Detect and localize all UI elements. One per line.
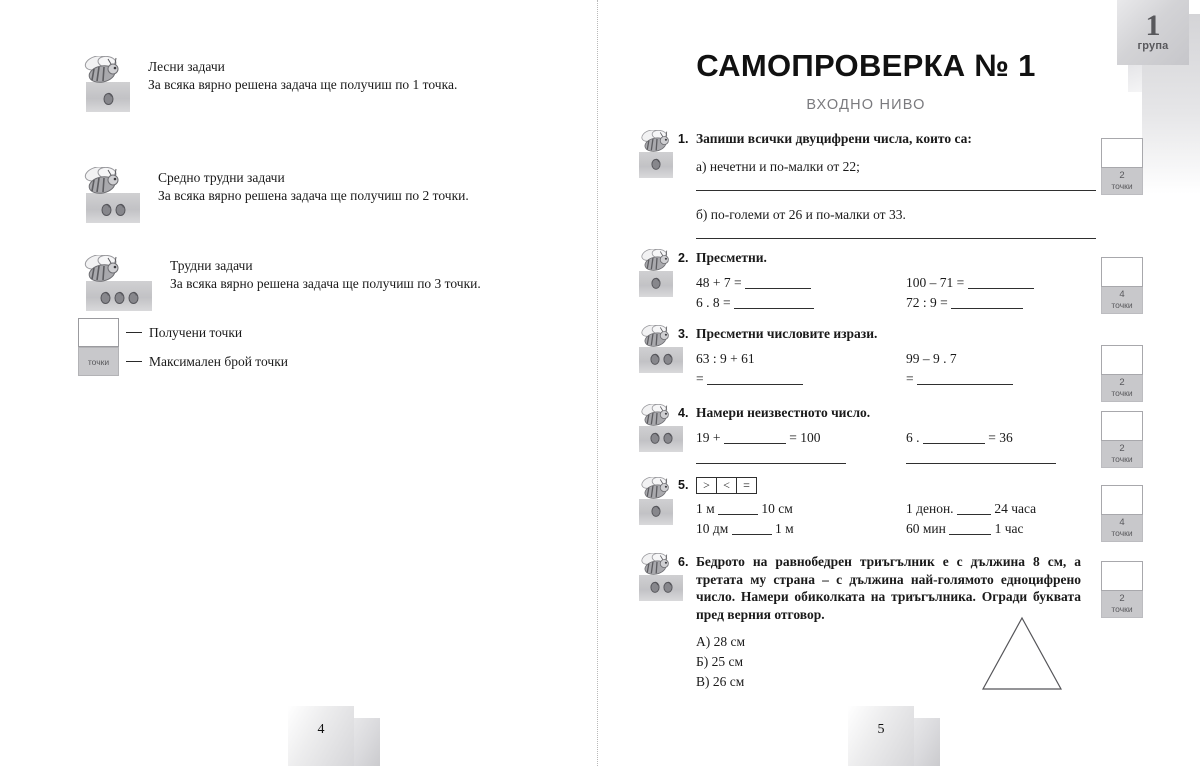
task-body	[678, 249, 1155, 313]
sign-greater-than[interactable]: >	[696, 477, 717, 494]
task-4-columns	[696, 428, 1155, 464]
equation-prefix: 19 +	[696, 430, 721, 445]
dot-icon	[651, 156, 661, 170]
legend-title: Средно трудни задачи	[158, 170, 285, 185]
option-b[interactable]: Б) 25 см	[696, 654, 744, 669]
difficulty-dots	[639, 573, 683, 599]
max-points	[1101, 375, 1143, 402]
answer-blank[interactable]	[745, 288, 811, 289]
task-body	[678, 404, 1155, 464]
dot-icon	[103, 90, 114, 105]
difficulty-dots	[86, 84, 130, 110]
equation-row	[906, 428, 1116, 448]
score-box-2	[1101, 257, 1143, 314]
compare-row	[906, 519, 1116, 539]
max-points-value: 2	[1119, 443, 1125, 454]
task-5	[635, 477, 1155, 539]
task-4	[635, 404, 1155, 464]
compare-left: 1 денон.	[906, 501, 954, 516]
max-points-word: точки	[1111, 454, 1133, 464]
legend-title: Трудни задачи	[170, 258, 253, 273]
task-3-left-column	[696, 349, 906, 389]
task-number: 5.	[678, 478, 689, 492]
difficulty-dots	[639, 497, 673, 523]
task-title: Запиши всички двуцифрени числа, които са:	[696, 131, 972, 146]
difficulty-dots	[639, 150, 673, 176]
compare-right: 24 часа	[994, 501, 1037, 516]
task-heading	[678, 325, 1155, 343]
legend-item-medium	[78, 167, 469, 223]
max-points	[1101, 287, 1143, 314]
bee-two-dots-icon	[635, 325, 683, 373]
sign-chooser	[696, 477, 757, 494]
dot-icon	[114, 289, 125, 304]
equation-row	[696, 428, 906, 448]
legend-desc: За всяка вярно решена задача ще получиш по 1 точка.	[148, 77, 458, 92]
earned-points-box[interactable]	[78, 318, 119, 347]
compare-row	[906, 499, 1116, 519]
max-points-value: 2	[1119, 170, 1125, 181]
score-box-6	[1101, 561, 1143, 618]
dot-icon	[651, 503, 661, 517]
expr-row	[906, 293, 1116, 313]
earned-points-input[interactable]	[1101, 411, 1143, 441]
compare-left: 60 мин	[906, 521, 946, 536]
difficulty-dots	[639, 424, 683, 450]
compare-right: 1 м	[775, 521, 794, 536]
dot-icon	[663, 579, 673, 593]
task-title: Намери неизвестното число.	[696, 405, 871, 420]
legend-score-boxes	[78, 318, 288, 376]
group-word: група	[1137, 40, 1169, 52]
bee-one-dot-icon	[78, 56, 130, 112]
page-number-plate	[848, 706, 914, 766]
work-line[interactable]	[906, 463, 1056, 464]
compare-row	[696, 519, 906, 539]
bee-two-dots-icon	[635, 404, 683, 452]
score-box-3	[1101, 345, 1143, 402]
earned-points-input[interactable]	[1101, 345, 1143, 375]
triangle-figure	[980, 615, 1064, 698]
page-number-right	[848, 706, 914, 766]
legend-title: Лесни задачи	[148, 59, 225, 74]
task-prose: Бедрото на равнобедрен триъгълник е с дължина 8 см, а третата му страна – с дължина най-голямото едноцифрено число. Намери обиколката на триъгълника. Огради буквата пред верния отговор.	[696, 554, 1081, 622]
score-box-5	[1101, 485, 1143, 542]
compare-row	[696, 499, 906, 519]
max-points-value: 4	[1119, 289, 1125, 300]
expr-row	[696, 273, 906, 293]
max-points-word: точки	[1111, 388, 1133, 398]
legend-box-label: Максимален брой точки	[149, 353, 288, 369]
task-heading	[678, 477, 1155, 494]
answer-blank[interactable]	[951, 308, 1023, 309]
dot-icon	[101, 201, 112, 216]
page-subtitle: ВХОДНО НИВО	[806, 97, 926, 113]
page-number-tail	[914, 718, 940, 766]
task-title: Пресметни.	[696, 250, 767, 265]
option-a[interactable]: А) 28 см	[696, 634, 746, 649]
legend-text	[148, 56, 457, 94]
dot-icon	[100, 289, 111, 304]
leader-dash	[126, 361, 142, 362]
dot-icon	[650, 351, 660, 365]
equals-sign: =	[906, 371, 914, 386]
earned-points-input[interactable]	[1101, 485, 1143, 515]
answer-line-b[interactable]	[696, 238, 1096, 239]
max-points-word: точки	[1111, 604, 1133, 614]
equals-sign: =	[696, 371, 704, 386]
legend-desc: За всяка вярно решена задача ще получиш по 2 точки.	[158, 188, 469, 203]
task-number: 2.	[678, 251, 689, 265]
sign-less-than[interactable]: <	[716, 477, 737, 494]
task-2-columns	[696, 273, 1155, 313]
bee-one-dot-icon	[635, 477, 675, 525]
task-6	[635, 553, 1155, 692]
task-title: Пресметни числовите изрази.	[696, 326, 878, 341]
option-c[interactable]: В) 26 см	[696, 674, 745, 689]
task-number: 1.	[678, 132, 689, 146]
equation-prefix: 6 .	[906, 430, 920, 445]
expr-text: 99 – 9 . 7	[906, 351, 957, 366]
legend-box-row-earned	[78, 318, 288, 347]
task-heading	[678, 404, 1155, 422]
page-number-text: 4	[317, 722, 325, 737]
task-1-sub-b: б) по-големи от 26 и по-малки от 33.	[696, 207, 906, 222]
bee-two-dots-icon	[635, 553, 683, 601]
task-number: 4.	[678, 406, 689, 420]
max-points-word: точки	[1111, 528, 1133, 538]
dot-icon	[663, 430, 673, 444]
answer-line-a[interactable]	[696, 190, 1096, 191]
max-points-value: 2	[1119, 377, 1125, 388]
task-4-left-column	[696, 428, 906, 464]
bee-two-dots-icon	[78, 167, 140, 223]
task-heading	[678, 249, 1155, 267]
task-heading	[678, 553, 1155, 623]
group-number: 1	[1145, 9, 1161, 42]
max-points-word: точки	[1111, 181, 1133, 191]
task-body	[678, 477, 1155, 539]
task-2	[635, 249, 1155, 313]
leader-dash	[126, 332, 142, 333]
task-3-columns	[696, 349, 1155, 389]
left-page	[0, 0, 597, 766]
compare-right: 1 час	[994, 521, 1024, 536]
max-points-word: точки	[1111, 300, 1133, 310]
dot-icon	[650, 430, 660, 444]
max-points	[1101, 515, 1143, 542]
task-1-sub-a: а) нечетни и по-малки от 22;	[696, 159, 860, 174]
compare-left: 1 м	[696, 501, 715, 516]
task-body	[678, 325, 1155, 389]
compare-left: 10 дм	[696, 521, 729, 536]
answer-blank[interactable]	[917, 384, 1013, 385]
task-5-right-column	[906, 499, 1116, 539]
answer-blank[interactable]	[734, 308, 814, 309]
dot-icon	[663, 351, 673, 365]
expr-text: 100 – 71 =	[906, 275, 965, 290]
earned-points-input[interactable]	[1101, 257, 1143, 287]
max-points-box: точки	[78, 347, 119, 376]
task-3-right-column	[906, 349, 1116, 389]
unknown-blank[interactable]	[923, 443, 985, 444]
result-row	[906, 369, 1116, 389]
expr-text: 48 + 7 =	[696, 275, 742, 290]
score-box-1	[1101, 138, 1143, 195]
compare-blank[interactable]	[718, 514, 758, 515]
dot-icon	[115, 201, 126, 216]
max-points	[1101, 441, 1143, 468]
compare-blank[interactable]	[957, 514, 991, 515]
task-5-left-column	[696, 499, 906, 539]
earned-points-input[interactable]	[1101, 138, 1143, 168]
task-1	[635, 130, 1155, 239]
dot-icon	[650, 579, 660, 593]
compare-right: 10 см	[761, 501, 793, 516]
difficulty-dots	[86, 283, 152, 309]
max-points-value: 2	[1119, 593, 1125, 604]
bee-one-dot-icon	[635, 130, 675, 178]
sign-equals[interactable]: =	[736, 477, 757, 494]
expr-text: 6 . 8 =	[696, 295, 731, 310]
compare-blank[interactable]	[732, 534, 772, 535]
dot-icon	[651, 275, 661, 289]
bee-three-dots-icon	[78, 255, 152, 311]
equation-suffix: = 36	[988, 430, 1013, 445]
work-line[interactable]	[696, 463, 846, 464]
answer-blank[interactable]	[707, 384, 803, 385]
legend-item-easy	[78, 56, 457, 112]
legend-desc: За всяка вярно решена задача ще получиш по 3 точки.	[170, 276, 481, 291]
task-number: 6.	[678, 555, 689, 569]
legend-box-row-max	[78, 347, 288, 376]
page-number-left	[288, 706, 354, 766]
triangle-icon	[980, 615, 1064, 693]
page-title: САМОПРОВЕРКА № 1	[696, 48, 1036, 83]
legend-box-label: Получени точки	[149, 324, 243, 340]
legend-item-hard	[78, 255, 481, 311]
legend-text	[158, 167, 469, 205]
task-2-left-column	[696, 273, 906, 313]
task-heading	[678, 130, 1155, 148]
max-points-value: 4	[1119, 517, 1125, 528]
task-4-right-column	[906, 428, 1116, 464]
task-number: 3.	[678, 327, 689, 341]
legend-text	[170, 255, 481, 293]
dot-icon	[128, 289, 139, 304]
page-number-plate	[288, 706, 354, 766]
expr-text: 63 : 9 + 61	[696, 351, 755, 366]
max-points	[1101, 168, 1143, 195]
expr-row	[906, 273, 1116, 293]
equation-suffix: = 100	[789, 430, 821, 445]
compare-blank[interactable]	[949, 534, 991, 535]
max-points	[1101, 591, 1143, 618]
page-number-text: 5	[877, 722, 885, 737]
difficulty-dots	[639, 345, 683, 371]
task-5-columns	[696, 499, 1155, 539]
task-3	[635, 325, 1155, 398]
page-number-tail	[354, 718, 380, 766]
score-box-4	[1101, 411, 1143, 468]
earned-points-input[interactable]	[1101, 561, 1143, 591]
unknown-blank[interactable]	[724, 443, 786, 444]
task-body	[678, 553, 1155, 692]
expr-text: 72 : 9 =	[906, 295, 948, 310]
result-row	[696, 369, 906, 389]
answer-blank[interactable]	[968, 288, 1034, 289]
task-2-right-column	[906, 273, 1116, 313]
task-body	[678, 130, 1155, 239]
difficulty-dots	[86, 195, 140, 221]
expr-row	[696, 293, 906, 313]
right-page	[597, 0, 1200, 766]
difficulty-dots	[639, 269, 673, 295]
bee-one-dot-icon	[635, 249, 675, 297]
